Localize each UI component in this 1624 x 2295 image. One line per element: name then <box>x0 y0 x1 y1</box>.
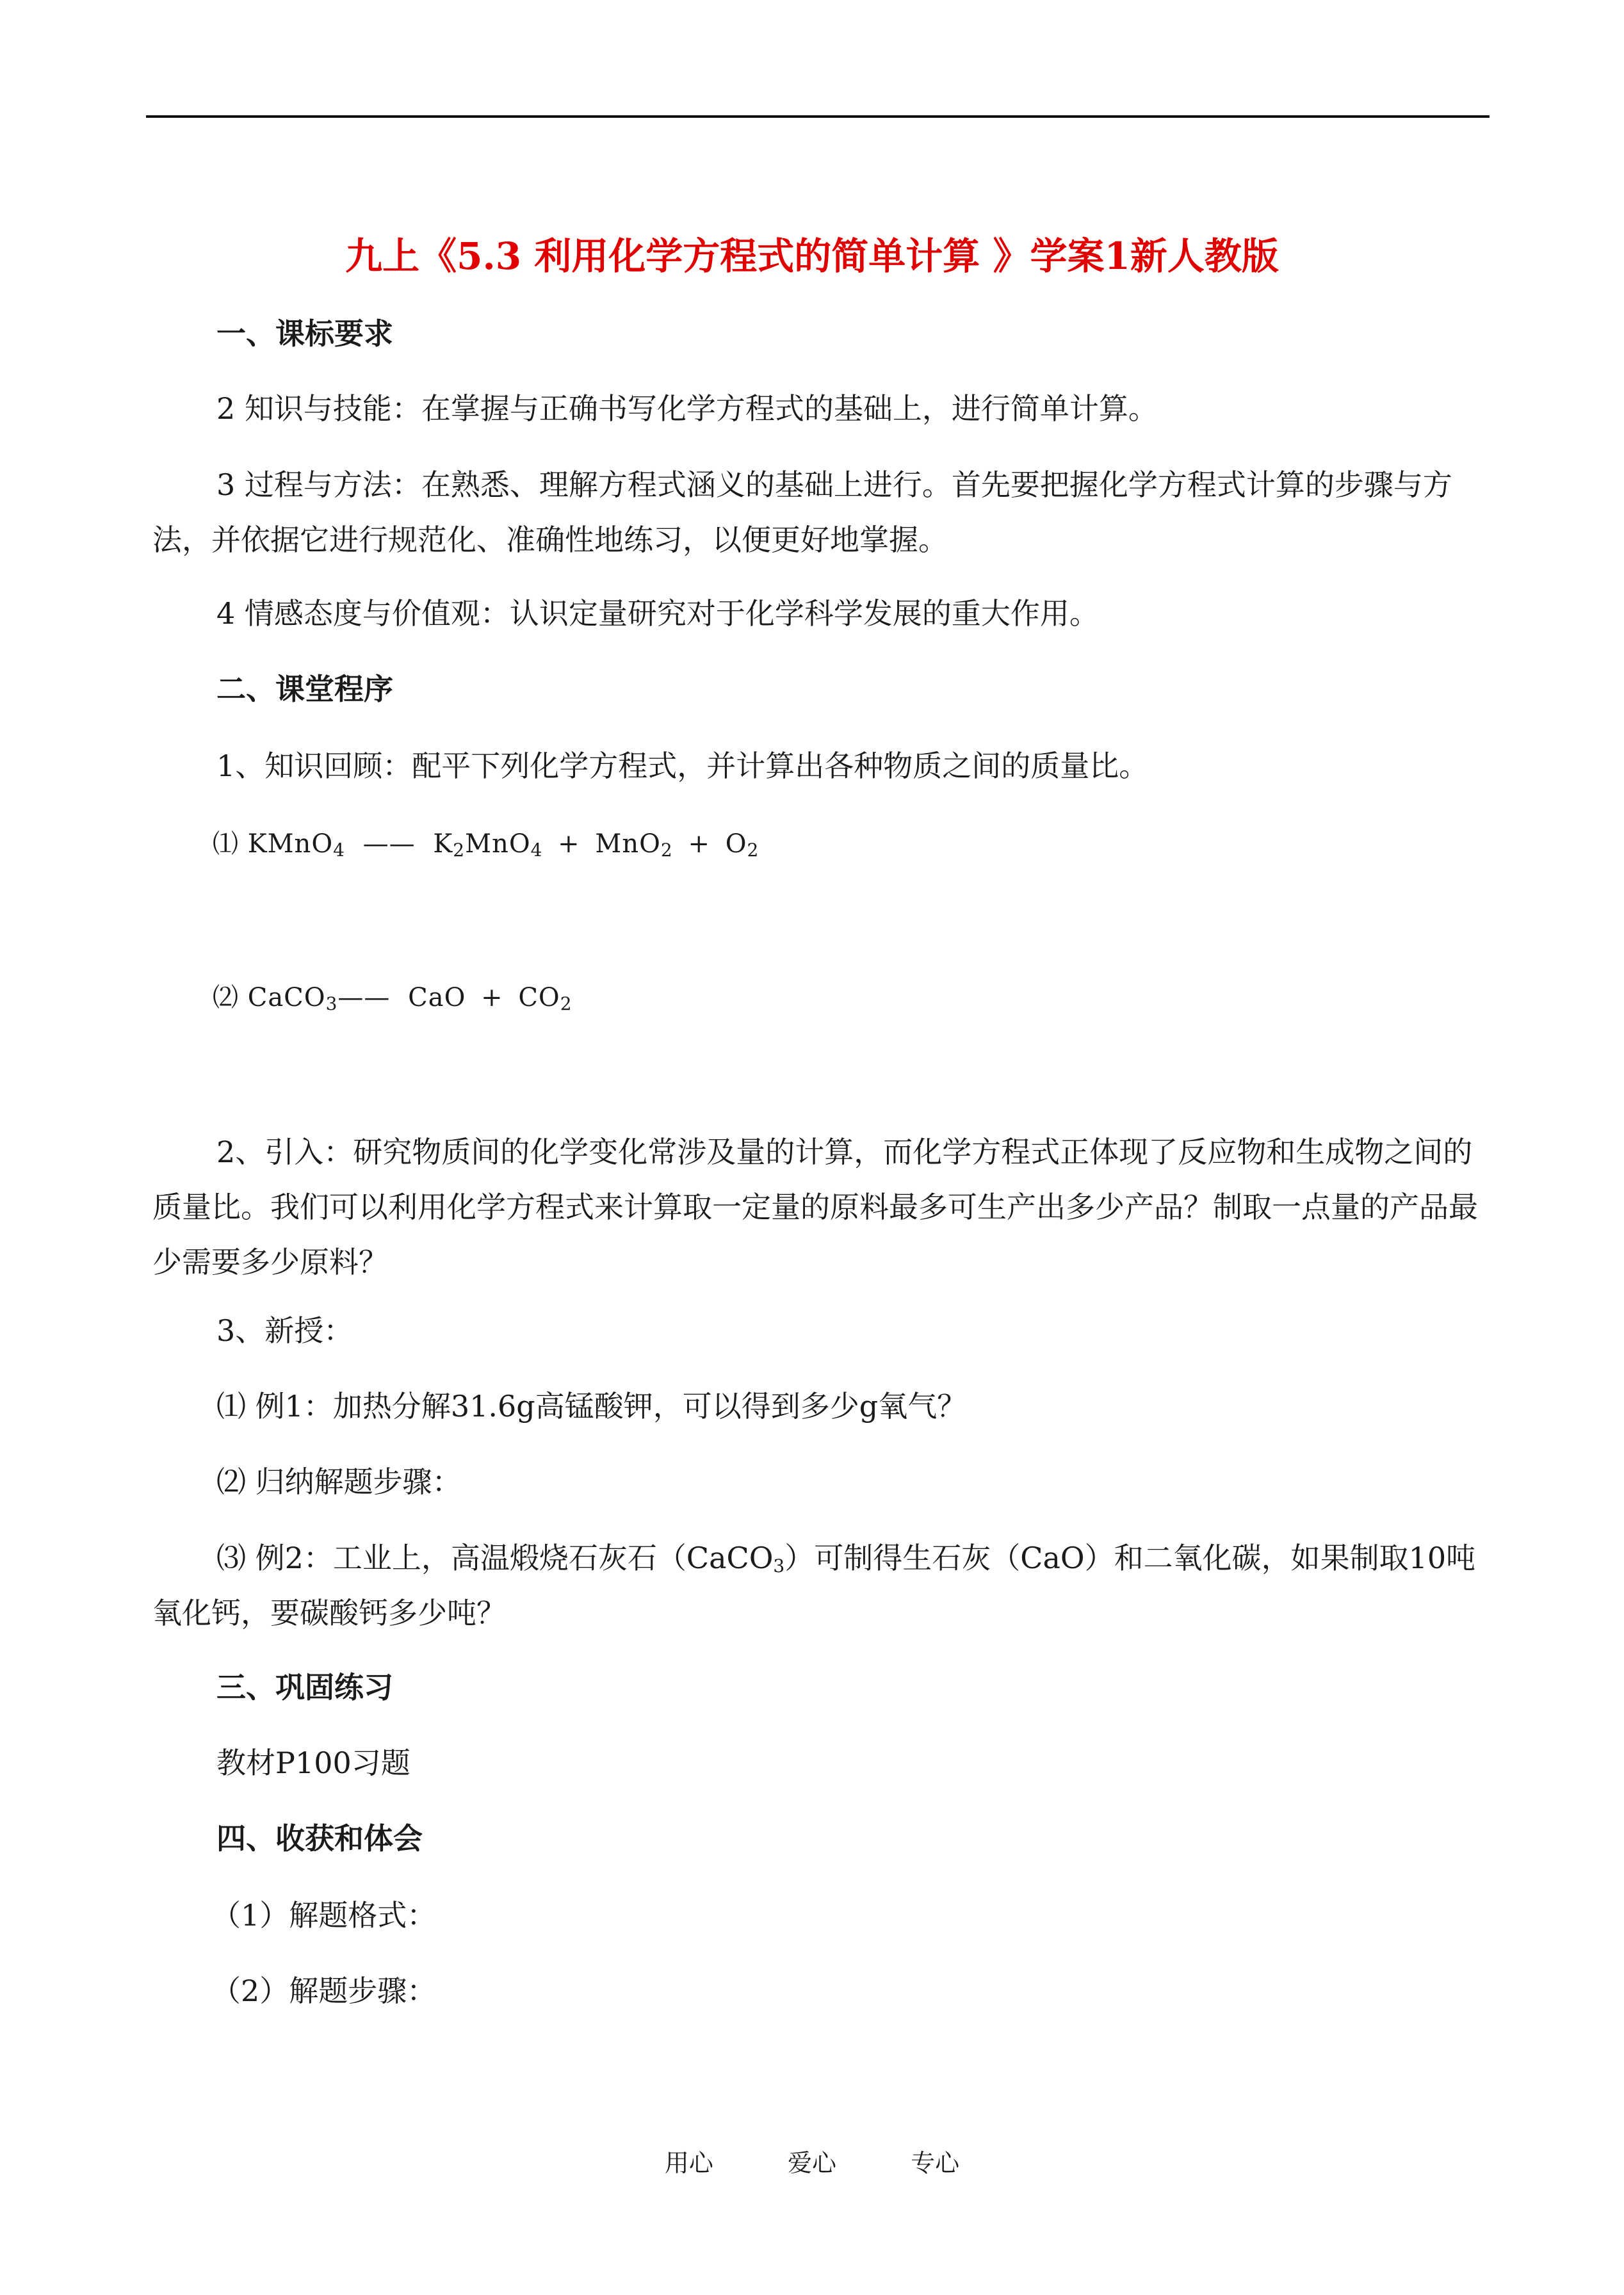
section-heading-1: 一、课标要求 <box>216 316 393 351</box>
page-footer <box>0 2145 1624 2181</box>
page-title: 九上《5.3 利用化学方程式的简单计算 》学案1新人教版 <box>345 234 1279 278</box>
new-lesson-label: 3、新授： <box>216 1313 353 1348</box>
section-heading-2: 二、课堂程序 <box>216 672 393 706</box>
equation-1: ⑴ KMnO$_4$ —— $K_2MnO_4 + MnO_2 + O_2$ <box>213 829 759 861</box>
introduction-paragraph: 2、引入：研究物质间的化学变化常涉及量的计算，而化学方程式正体现了反应物和生成物之间的质量比。我们可以利用化学方程式来计算取一定量的原料最多可生产出多少产品？制取一点量的产品最少需要多少原料？ <box>152 1135 1478 1279</box>
solution-steps-label: ⑵ 归纳解题步骤： <box>216 1464 462 1499</box>
section-heading-3: 三、巩固练习 <box>216 1670 393 1705</box>
example-1: ⑴ 例1：加热分解31.6g高锰酸钾，可以得到多少g氧气？ <box>216 1389 967 1423</box>
reflection-format: （1）解题格式： <box>211 1898 437 1933</box>
equation-2: ⑵ CaCO$_3$—— CaO + $CO_2$ <box>213 983 572 1014</box>
objective-attitude: 4 情感态度与价值观：认识定量研究对于化学科学发展的重大作用。 <box>216 596 1099 631</box>
objective-process: 3 过程与方法：在熟悉、理解方程式涵义的基础上进行。首先要把握化学方程式计算的步骤与方法，并依据它进行规范化、准确性地练习，以便更好地掌握。 <box>152 467 1452 557</box>
example-2: ⑶ 例2：工业上，高温煅烧石灰石（CaCO$_3$）可制得生石灰（CaO）和二氧化碳，如果制取10吨氧化钙，要碳酸钙多少吨？ <box>152 1541 1476 1630</box>
knowledge-review: 1、知识回顾：配平下列化学方程式，并计算出各种物质之间的质量比。 <box>216 749 1149 783</box>
exercise-reference: 教材P100习题 <box>216 1746 410 1780</box>
footer-word-1: 用心 <box>664 2149 713 2177</box>
objective-knowledge: 2 知识与技能：在掌握与正确书写化学方程式的基础上，进行简单计算。 <box>216 391 1158 426</box>
reflection-steps: （2）解题步骤： <box>211 1974 437 2008</box>
section-heading-4: 四、收获和体会 <box>216 1821 423 1856</box>
footer-word-2: 爱心 <box>787 2149 836 2177</box>
footer-word-3: 专心 <box>911 2149 960 2177</box>
header-rule <box>146 115 1490 118</box>
